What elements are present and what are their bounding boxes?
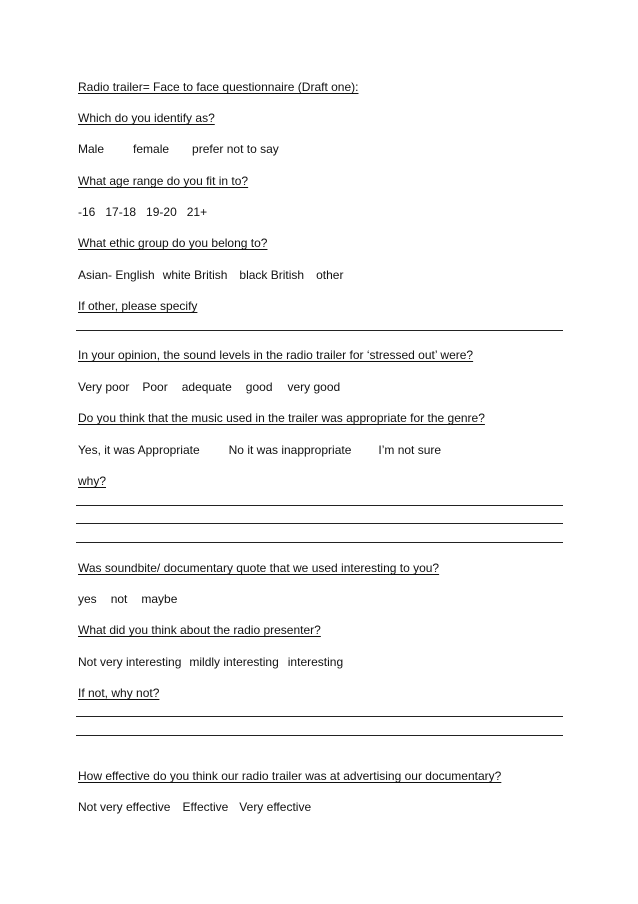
option-not-very-effective[interactable]: Not very effective [78, 800, 171, 814]
presenter-options [78, 655, 343, 669]
option-very-effective[interactable]: Very effective [239, 800, 312, 814]
questionnaire-title: Radio trailer= Face to face questionnaire (Draft one): [78, 80, 359, 94]
option-poor[interactable]: Poor [142, 380, 168, 394]
sound-options [78, 380, 340, 394]
question-why: why? [78, 474, 107, 488]
option-male[interactable]: Male [78, 142, 105, 156]
music-options [78, 443, 441, 457]
question-presenter: What did you think about the radio presenter? [78, 623, 321, 637]
option-white-british[interactable]: white British [162, 268, 228, 282]
option-age-21-plus[interactable]: 21+ [186, 205, 208, 219]
option-maybe[interactable]: maybe [141, 592, 178, 606]
option-adequate[interactable]: adequate [181, 380, 232, 394]
option-not-very-interesting[interactable]: Not very interesting [78, 655, 182, 669]
ethnic-options [78, 268, 343, 282]
option-age-19-20[interactable]: 19-20 [146, 205, 177, 219]
option-mildly-interesting[interactable]: mildly interesting [189, 655, 279, 669]
option-other[interactable]: other [316, 268, 344, 282]
option-not-sure[interactable]: I’m not sure [378, 443, 442, 457]
option-yes[interactable]: yes [78, 592, 97, 606]
option-age-under-16[interactable]: -16 [78, 205, 96, 219]
option-not[interactable]: not [110, 592, 128, 606]
option-appropriate[interactable]: Yes, it was Appropriate [78, 443, 200, 457]
question-other-specify: If other, please specify [78, 299, 198, 313]
option-prefer-not-to-say[interactable]: prefer not to say [192, 142, 279, 156]
answer-line-why-3[interactable] [76, 542, 563, 543]
question-identify: Which do you identify as? [78, 111, 215, 125]
answer-line-why-2[interactable] [76, 523, 563, 524]
answer-line-ifnot-2[interactable] [76, 735, 563, 736]
option-good[interactable]: good [245, 380, 273, 394]
option-age-17-18[interactable]: 17-18 [105, 205, 137, 219]
option-black-british[interactable]: black British [239, 268, 305, 282]
option-asian-english[interactable]: Asian- English [78, 268, 155, 282]
question-age: What age range do you fit in to? [78, 174, 249, 188]
effective-options [78, 800, 311, 814]
question-ethnic: What ethic group do you belong to? [78, 236, 268, 250]
question-effective: How effective do you think our radio trailer was at advertising our documentary? [78, 769, 502, 783]
question-if-not-why: If not, why not? [78, 686, 160, 700]
soundbite-options [78, 592, 177, 606]
age-options [78, 205, 207, 219]
answer-line-ifnot-1[interactable] [76, 716, 563, 717]
option-female[interactable]: female [133, 142, 170, 156]
identify-options [78, 142, 279, 156]
option-effective[interactable]: Effective [182, 800, 229, 814]
question-music: Do you think that the music used in the trailer was appropriate for the genre? [78, 411, 485, 425]
answer-line-other[interactable] [76, 330, 563, 331]
option-inappropriate[interactable]: No it was inappropriate [228, 443, 352, 457]
question-soundbite: Was soundbite/ documentary quote that we used interesting to you? [78, 561, 440, 575]
answer-line-why-1[interactable] [76, 505, 563, 506]
option-very-poor[interactable]: Very poor [78, 380, 130, 394]
option-interesting[interactable]: interesting [287, 655, 344, 669]
question-sound-levels: In your opinion, the sound levels in the radio trailer for ‘stressed out’ were? [78, 348, 474, 362]
option-very-good[interactable]: very good [287, 380, 341, 394]
